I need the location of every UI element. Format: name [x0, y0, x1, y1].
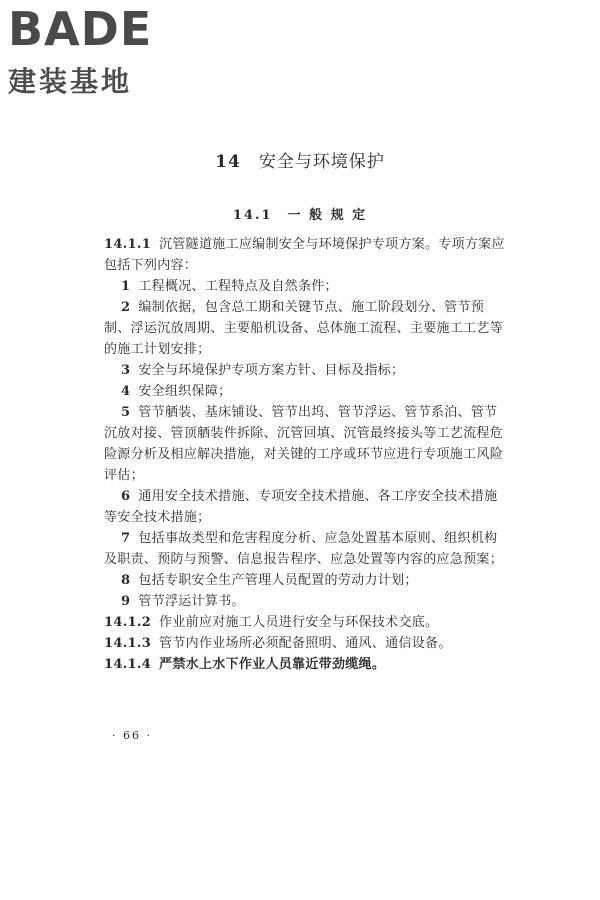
clause-number: 14.1.4: [104, 657, 152, 672]
document-body: [104, 234, 508, 675]
item-number: 9: [121, 594, 131, 609]
clause-14-1-1: [104, 234, 508, 276]
clause-number: 14.1.3: [104, 636, 152, 651]
chapter-title-text: 安全与环境保护: [258, 152, 385, 172]
clause-14-1-2: [104, 612, 508, 633]
item-text: 编制依据，包含总工期和关键节点、施工阶段划分、管节预制、浮运沉放周期、主要船机设备、总体施工流程、主要施工工艺等的施工计划安排；: [104, 300, 504, 357]
chapter-number: 14: [215, 152, 241, 172]
clause-number: 14.1.1: [104, 237, 152, 252]
item-text: 包括专职安全生产管理人员配置的劳动力计划；: [138, 573, 418, 588]
list-item: [104, 486, 508, 528]
list-item: [104, 297, 508, 360]
list-item: [104, 591, 508, 612]
list-item: [104, 402, 508, 486]
logo-wordmark: BADE: [8, 2, 153, 56]
clause-text: 作业前应对施工人员进行安全与环保技术交底。: [159, 615, 439, 630]
logo: [8, 2, 178, 98]
item-number: 6: [121, 489, 131, 504]
item-text: 通用安全技术措施、专项安全技术措施、各工序安全技术措施等安全技术措施；: [104, 489, 498, 525]
list-item: [104, 570, 508, 591]
clause-text: 沉管隧道施工应编制安全与环境保护专项方案。专项方案应包括下列内容：: [104, 237, 505, 273]
item-number: 1: [121, 279, 131, 294]
item-text: 包括事故类型和危害程度分析、应急处置基本原则、组织机构及职责、预防与预警、信息报告程序、应急处置等内容的应急预案；: [104, 531, 504, 567]
clause-text: 严禁水上水下作业人员靠近带劲缆绳。: [159, 657, 386, 672]
item-text: 管节舾装、基床铺设、管节出坞、管节浮运、管节系泊、管节沉放对接、管顶舾装件拆除、沉管回填、沉管最终接头等工艺流程危险源分析及相应解决措施，对关键的工序或环节应进行专项施工风险评估；: [104, 405, 504, 483]
list-item: [104, 360, 508, 381]
item-number: 8: [121, 573, 131, 588]
item-text: 管节浮运计算书。: [138, 594, 245, 609]
item-number: 3: [121, 363, 131, 378]
page-number: · 66 ·: [112, 729, 152, 742]
clause-14-1-4: [104, 654, 508, 675]
clause-14-1-3: [104, 633, 508, 654]
clause-number: 14.1.2: [104, 615, 152, 630]
item-text: 安全组织保障；: [138, 384, 232, 399]
item-number: 5: [121, 405, 131, 420]
item-number: 2: [121, 300, 131, 315]
logo-chinese: 建装基地: [8, 65, 133, 98]
list-item: [104, 381, 508, 402]
item-text: 工程概况、工程特点及自然条件；: [138, 279, 338, 294]
item-number: 7: [121, 531, 131, 546]
section-title: 14.1 一 般 规 定: [232, 208, 368, 223]
item-text: 安全与环境保护专项方案方针、目标及指标；: [138, 363, 405, 378]
clause-text: 管节内作业场所必须配备照明、通风、通信设备。: [159, 636, 452, 651]
list-item: [104, 276, 508, 297]
chapter-title: [0, 147, 600, 172]
list-item: [104, 528, 508, 570]
item-number: 4: [121, 384, 131, 399]
